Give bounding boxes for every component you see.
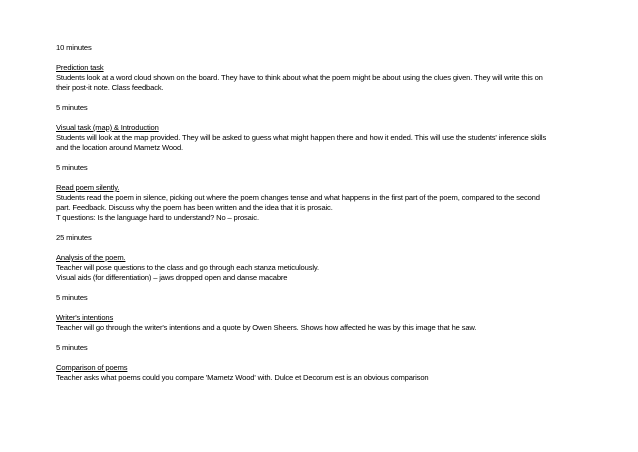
spacer bbox=[56, 283, 596, 293]
section-text-line: Visual aids (for differentiation) – jaws dropped open and danse macabre bbox=[56, 273, 288, 282]
time-label: 5 minutes bbox=[56, 103, 88, 112]
section-heading-read-poem: Read poem silently. bbox=[56, 183, 120, 192]
spacer bbox=[56, 153, 596, 163]
section-heading-comparison: Comparison of poems bbox=[56, 363, 128, 372]
spacer bbox=[56, 53, 596, 63]
time-label: 10 minutes bbox=[56, 43, 92, 52]
section-text-line: T questions: Is the language hard to understand? No – prosaic. bbox=[56, 213, 259, 222]
spacer bbox=[56, 243, 596, 253]
section-heading-prediction-task: Prediction task bbox=[56, 63, 104, 72]
section-text-line: their post-it note. Class feedback. bbox=[56, 83, 164, 92]
section-heading-visual-task: Visual task (map) & Introduction bbox=[56, 123, 159, 132]
spacer bbox=[56, 223, 596, 233]
section-text-line: part. Feedback. Discuss why the poem has been written and the idea that it is prosaic. bbox=[56, 203, 333, 212]
spacer bbox=[56, 333, 596, 343]
section-heading-writers-intentions: Writer's intentions bbox=[56, 313, 114, 322]
spacer bbox=[56, 93, 596, 103]
spacer bbox=[56, 303, 596, 313]
section-text-line: Teacher asks what poems could you compare 'Mametz Wood' with. Dulce et Decorum est is an obvious comparison bbox=[56, 373, 429, 382]
section-text-line: Students look at a word cloud shown on the board. They have to think about what the poem might be about using the clues given. They will write this on bbox=[56, 73, 543, 82]
section-text-line: and the location around Mametz Wood. bbox=[56, 143, 184, 152]
time-label: 5 minutes bbox=[56, 293, 88, 302]
section-text-line: Students will look at the map provided. They will be asked to guess what might happen there and how it ended. This will use the students' inference skills bbox=[56, 133, 547, 142]
lesson-plan-document bbox=[56, 43, 596, 383]
spacer bbox=[56, 113, 596, 123]
section-heading-analysis: Analysis of the poem. bbox=[56, 253, 126, 262]
section-text-line: Teacher will pose questions to the class and go through each stanza meticulously. bbox=[56, 263, 319, 272]
time-label: 5 minutes bbox=[56, 343, 88, 352]
time-label: 25 minutes bbox=[56, 233, 92, 242]
section-text-line: Students read the poem in silence, picking out where the poem changes tense and what happens in the first part of the poem, compared to the second bbox=[56, 193, 540, 202]
section-text-line: Teacher will go through the writer's intentions and a quote by Owen Sheers. Shows how affected he was by this image that he saw. bbox=[56, 323, 477, 332]
spacer bbox=[56, 353, 596, 363]
time-label: 5 minutes bbox=[56, 163, 88, 172]
spacer bbox=[56, 173, 596, 183]
